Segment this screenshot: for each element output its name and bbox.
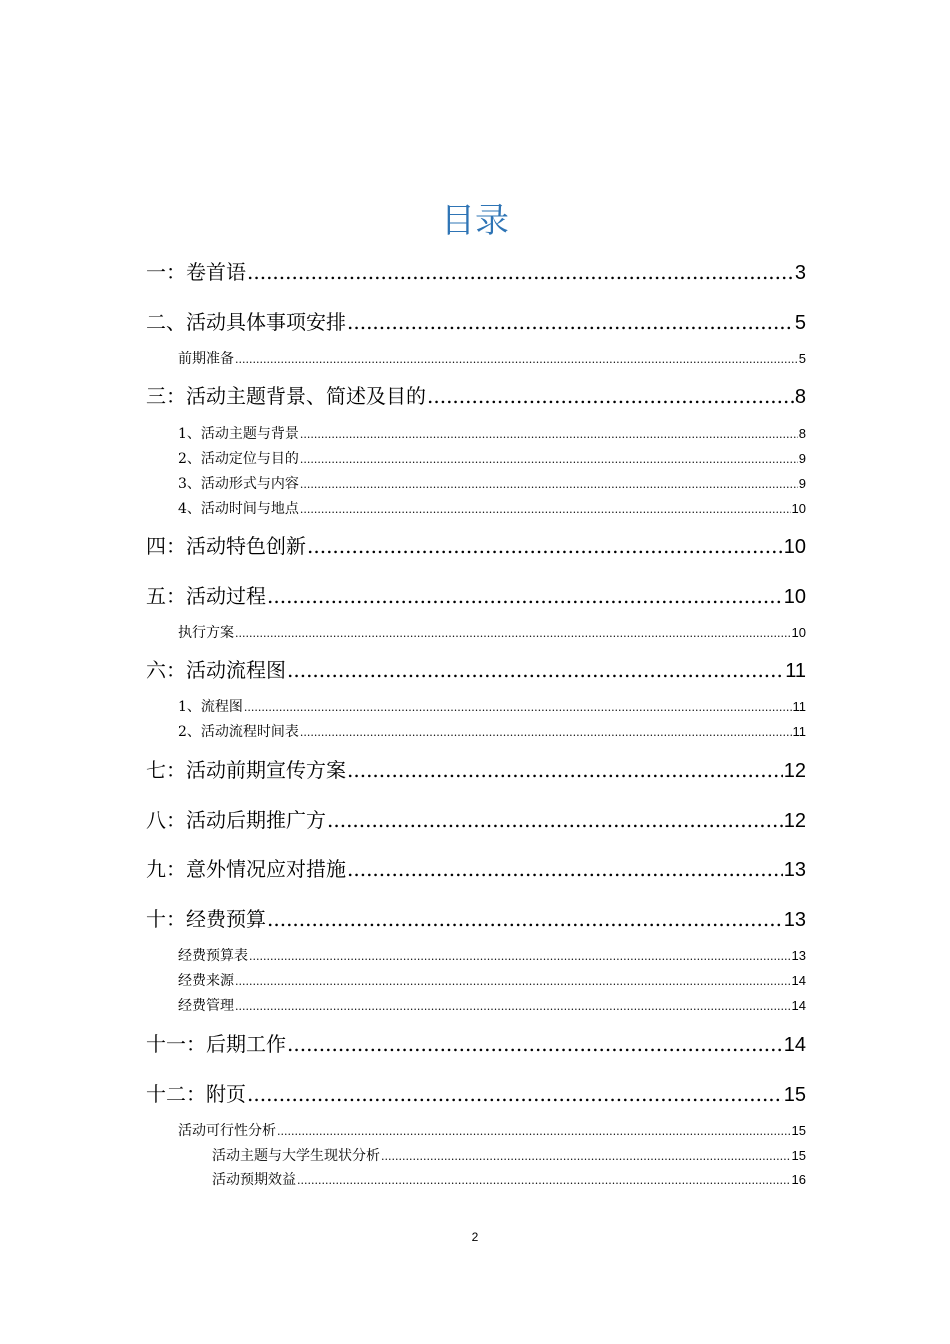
toc-entry-page: 10 (791, 501, 806, 516)
toc-entry-label: 二、活动具体事项安排 (146, 310, 346, 334)
toc-entry-label: 执行方案 (178, 625, 234, 641)
dot-leader (235, 350, 798, 370)
toc-entry-page: 9 (798, 451, 806, 466)
toc-entry-label: 活动主题与大学生现状分析 (212, 1148, 380, 1164)
toc-entry-label: 十一：后期工作 (146, 1032, 286, 1056)
dot-leader (235, 972, 791, 992)
dot-leader (297, 1171, 791, 1191)
dot-leader (277, 1122, 791, 1142)
toc-entry-page: 12 (783, 810, 806, 832)
toc-entry-label: 十二：附页 (146, 1082, 246, 1106)
toc-entry-page: 10 (783, 586, 806, 608)
toc-entry-label: 八：活动后期推广方 (146, 808, 326, 832)
toc-entry-label: 五：活动过程 (146, 584, 266, 608)
dot-leader (267, 583, 783, 609)
toc-entry-label: 九：意外情况应对措施 (146, 857, 346, 881)
toc-entry-label: 2、活动流程时间表 (178, 724, 299, 740)
dot-leader (347, 856, 783, 882)
toc-entry-page: 16 (791, 1172, 806, 1187)
toc-title: 目录 (441, 201, 509, 241)
toc-entry-1[interactable] (146, 259, 806, 286)
toc-entry-6-2[interactable] (178, 722, 806, 743)
toc-entry-page: 11 (792, 724, 806, 739)
toc-entry-3-2[interactable] (178, 449, 806, 470)
toc-entry-11[interactable] (146, 1031, 806, 1058)
toc-entry-label: 经费来源 (178, 973, 234, 989)
dot-leader (347, 309, 794, 335)
toc-entry-page: 11 (792, 699, 806, 714)
toc-entry-label: 六：活动流程图 (146, 658, 286, 682)
toc-entry-3-1[interactable] (178, 424, 806, 445)
toc-entry-10-3[interactable] (178, 996, 806, 1017)
toc-entry-page: 14 (783, 1034, 806, 1056)
toc-entry-label: 十：经费预算 (146, 907, 266, 931)
dot-leader (427, 383, 794, 409)
toc-entry-8[interactable] (146, 807, 806, 834)
toc-entry-label: 四：活动特色创新 (146, 534, 306, 558)
toc-entry-label: 3、活动形式与内容 (178, 476, 299, 492)
dot-leader (300, 723, 792, 743)
toc-entry-page: 5 (798, 351, 806, 366)
toc-entry-12-1-2[interactable] (212, 1170, 806, 1191)
toc-entry-page: 9 (798, 476, 806, 491)
toc-entry-2[interactable] (146, 309, 806, 336)
toc-entry-10-1[interactable] (178, 946, 806, 967)
dot-leader (300, 450, 798, 470)
dot-leader (300, 500, 791, 520)
page-number: 2 (471, 1230, 479, 1244)
dot-leader (347, 757, 783, 783)
toc-entry-6-1[interactable] (178, 697, 806, 718)
toc-entry-page: 10 (783, 536, 806, 558)
toc-entry-label: 经费预算表 (178, 948, 248, 964)
toc-entry-page: 11 (785, 660, 806, 682)
dot-leader (235, 997, 791, 1017)
toc-entry-page: 8 (798, 426, 806, 441)
toc-entry-4[interactable] (146, 533, 806, 560)
toc-entry-label: 前期准备 (178, 351, 234, 367)
toc-entry-9[interactable] (146, 856, 806, 883)
toc-entry-5-1[interactable] (178, 623, 806, 644)
dot-leader (287, 657, 784, 683)
dot-leader (307, 533, 783, 559)
toc-entry-label: 1、活动主题与背景 (178, 426, 299, 442)
dot-leader (267, 906, 783, 932)
toc-entry-page: 10 (791, 625, 806, 640)
toc-entry-label: 1、流程图 (178, 699, 243, 715)
dot-leader (287, 1031, 783, 1057)
toc-entry-page: 3 (794, 262, 806, 284)
table-of-contents (146, 0, 806, 1344)
toc-entry-page: 13 (783, 859, 806, 881)
dot-leader (327, 807, 783, 833)
toc-entry-page: 14 (791, 998, 806, 1013)
dot-leader (300, 475, 798, 495)
toc-entry-page: 15 (783, 1084, 806, 1106)
toc-entry-label: 七：活动前期宣传方案 (146, 758, 346, 782)
dot-leader (244, 698, 792, 718)
toc-entry-12-1-1[interactable] (212, 1146, 806, 1167)
toc-entry-label: 活动预期效益 (212, 1172, 296, 1188)
toc-entry-10[interactable] (146, 906, 806, 933)
toc-entry-12-1[interactable] (178, 1121, 806, 1142)
toc-entry-label: 2、活动定位与目的 (178, 451, 299, 467)
toc-entry-label: 经费管理 (178, 998, 234, 1014)
toc-entry-page: 5 (794, 312, 806, 334)
toc-entry-label: 活动可行性分析 (178, 1123, 276, 1139)
toc-entry-page: 14 (791, 973, 806, 988)
toc-entry-page: 15 (791, 1148, 806, 1163)
toc-entry-label: 4、活动时间与地点 (178, 501, 299, 517)
dot-leader (300, 425, 798, 445)
toc-entry-12[interactable] (146, 1081, 806, 1108)
dot-leader (247, 1081, 783, 1107)
toc-entry-3-4[interactable] (178, 499, 806, 520)
dot-leader (381, 1147, 791, 1167)
toc-entry-page: 13 (783, 909, 806, 931)
toc-entry-page: 15 (791, 1123, 806, 1138)
dot-leader (247, 259, 794, 285)
toc-entry-3-3[interactable] (178, 474, 806, 495)
toc-entry-label: 一：卷首语 (146, 260, 246, 284)
toc-entry-3[interactable] (146, 383, 806, 410)
toc-entry-10-2[interactable] (178, 971, 806, 992)
toc-entry-page: 12 (783, 760, 806, 782)
toc-entry-5[interactable] (146, 583, 806, 610)
toc-entry-6[interactable] (146, 657, 806, 684)
dot-leader (249, 947, 791, 967)
toc-entry-page: 13 (791, 948, 806, 963)
toc-entry-2-1[interactable] (178, 349, 806, 370)
toc-entry-7[interactable] (146, 757, 806, 784)
dot-leader (235, 624, 791, 644)
toc-entry-page: 8 (794, 386, 806, 408)
toc-entry-label: 三：活动主题背景、简述及目的 (146, 384, 426, 408)
